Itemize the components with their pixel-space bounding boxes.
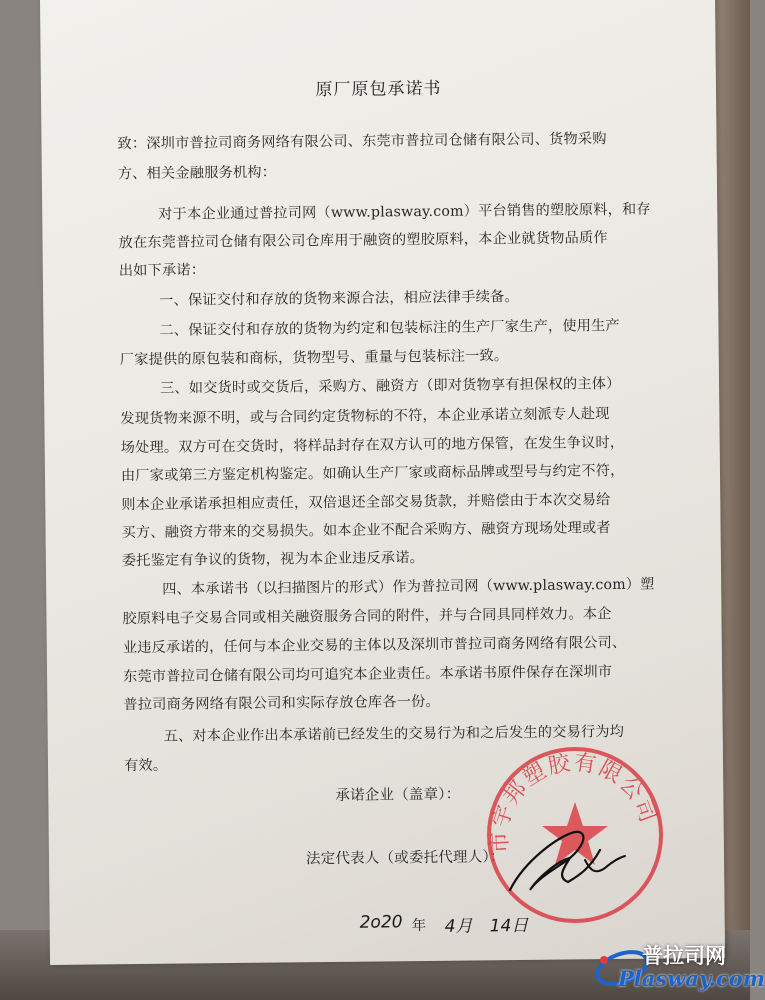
page-title: 原厂原包承诺书 [315,78,442,101]
body-line: 方、相关金融服务机构： [117,164,277,183]
watermark-cn-text: 普拉司网 [642,944,726,968]
plasway-watermark-logo [590,938,765,994]
handwritten-signature [450,820,650,910]
body-line: 对于本企业通过普拉司网（www.plasway.com）平台销售的塑胶原料，和存 [158,201,651,223]
date-day: 14日 [489,915,529,937]
date-month: 4月 [444,916,473,937]
representative-label: 法定代表人（或委托代理人）： [305,849,505,868]
body-line: 买方、融资方带来的交易损失。如本企业不配合采购方、融资方现场处理或者 [121,520,611,542]
svg-text:市宇邦塑胶有限公司: 市宇邦塑胶有限公司 [487,750,661,855]
body-line: 三、如交货时或交货后，采购方、融资方（即对货物享有担保权的主体） [159,375,621,397]
body-line: 放在东莞普拉司仓储有限公司仓库用于融资的塑胶原料，本企业就货物品质作 [118,230,608,252]
body-line: 委托鉴定有争议的货物，视为本企业违反承诺。 [121,550,425,570]
body-line: 致：深圳市普拉司商务网络有限公司、东莞市普拉司仓储有限公司、货物采购 [117,131,607,153]
date-year-char: 年 [411,918,427,935]
date-year: 2o20 [359,912,403,933]
body-line: 一、保证交付和存放的货物来源合法，相应法律手续备。 [159,289,519,309]
body-line: 胶原料电子交易合同或相关融资服务合同的附件，并与合同具同样效力。本企 [122,606,612,628]
body-line: 出如下承诺： [118,262,206,280]
body-line: 则本企业承诺承担相应责任，双倍退还全部交易货款，并赔偿由于本次交易给 [121,492,611,514]
body-line: 四、本承诺书（以扫描图片的形式）作为普拉司网（www.plasway.com）塑 [162,576,655,598]
company-stamp-label: 承诺企业（盖章）： [335,786,461,804]
body-line: 厂家提供的原包装和商标，货物型号、重量与包装标注一致。 [119,348,509,369]
body-line: 有效。 [123,757,168,775]
body-line: 东莞市普拉司仓储有限公司均可追究本企业责任。本承诺书原件保存在深圳市 [123,664,613,686]
body-line: 五、对本企业作出本承诺前已经发生的交易行为和之后发生的交易行为均 [163,723,625,745]
body-line: 由厂家或第三方鉴定机构鉴定。如确认生产厂家或商标品牌或型号与约定不符， [120,462,625,485]
body-line: 场处理。双方可在交货时，将样品封存在双方认可的地方保管，在发生争议时， [120,434,625,457]
body-line: 二、保证交付和存放的货物为约定和包装标注的生产厂家生产，使用生产 [159,317,620,339]
body-line: 发现货物来源不明，或与合同约定货物标的不符，本企业承诺立刻派专人赴现 [120,406,610,428]
body-line: 业违反承诺的，任何与本企业交易的主体以及深圳市普拉司商务网络有限公司、 [122,634,627,657]
watermark-en-text: Plasway.com [618,966,765,991]
body-line: 普拉司商务网络有限公司和实际存放仓库各一份。 [123,693,440,714]
